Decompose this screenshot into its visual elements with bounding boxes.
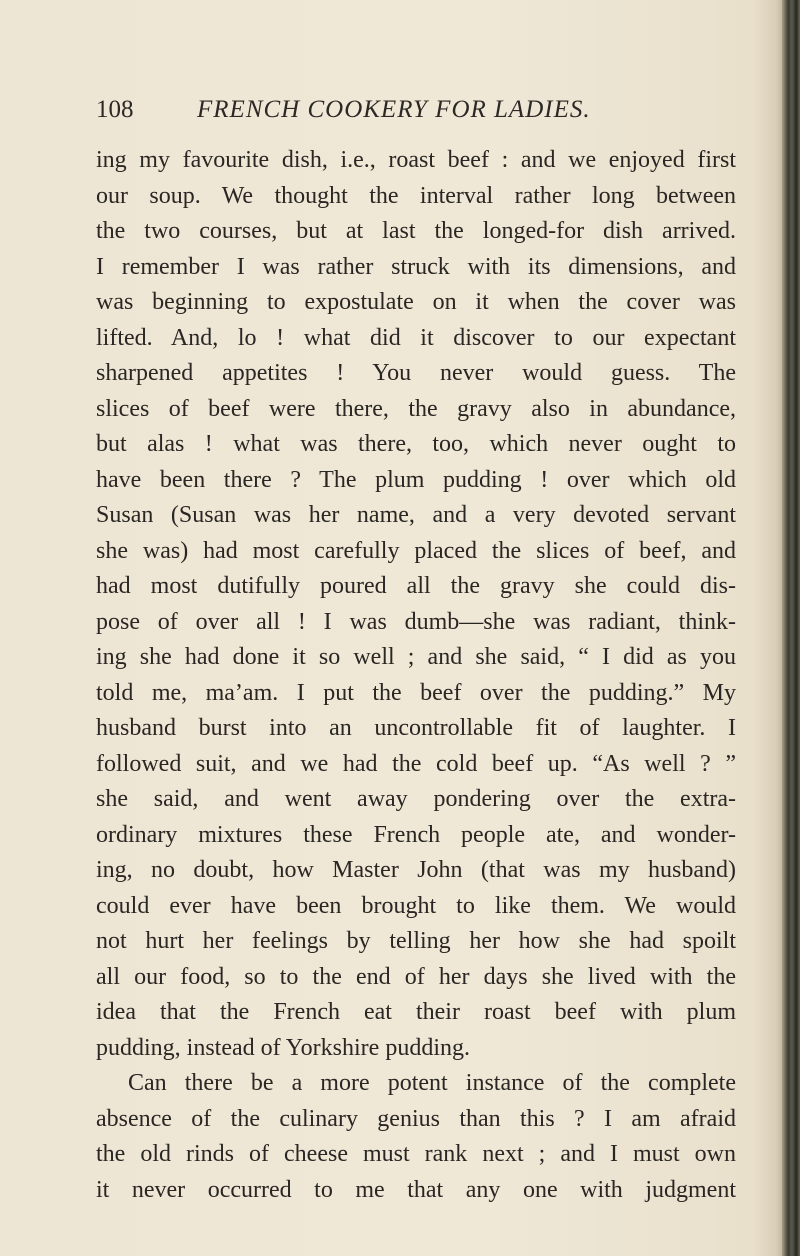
text-line: husband burst into an uncontrollable fit of laughter. I <box>96 715 736 741</box>
text-line: Susan (Susan was her name, and a very devoted servant <box>96 502 736 528</box>
text-line: sharpened appetites ! You never would guess. The <box>96 360 736 386</box>
text-line: idea that the French eat their roast beef with plum <box>96 999 736 1025</box>
book-spine-edge <box>782 0 800 1256</box>
text-line: followed suit, and we had the cold beef up. “As well ? ” <box>96 750 736 777</box>
text-line: was beginning to expostulate on it when the cover was <box>96 289 736 315</box>
text-line: I remember I was rather struck with its dimensions, and <box>96 253 736 280</box>
text-line: all our food, so to the end of her days she lived with the <box>96 963 736 990</box>
text-line: absence of the culinary genius than this ? I am afraid <box>96 1105 736 1132</box>
text-line: lifted. And, lo ! what did it discover to our expectant <box>96 324 736 351</box>
page-header <box>96 96 736 128</box>
page-number: 108 <box>96 96 134 123</box>
text-line: ing my favourite dish, i.e., roast beef : and we enjoyed first <box>96 147 736 173</box>
text-line: ordinary mixtures these French people ate, and wonder- <box>96 821 736 848</box>
text-line: ing, no doubt, how Master John (that was my husband) <box>96 857 736 883</box>
text-line: the old rinds of cheese must rank next ; and I must own <box>96 1141 736 1167</box>
text-line: she was) had most carefully placed the slices of beef, and <box>96 537 736 564</box>
text-line: but alas ! what was there, too, which never ought to <box>96 431 736 457</box>
text-line: our soup. We thought the interval rather long between <box>96 182 736 209</box>
text-line: not hurt her feelings by telling her how she had spoilt <box>96 928 736 954</box>
text-line: have been there ? The plum pudding ! over which old <box>96 466 736 493</box>
text-line: had most dutifully poured all the gravy she could dis- <box>96 573 736 599</box>
text-line: it never occurred to me that any one with judgment <box>96 1176 736 1203</box>
text-line: could ever have been brought to like them. We would <box>96 892 736 919</box>
text-line: ing she had done it so well ; and she said, “ I did as you <box>96 644 736 670</box>
text-line: pose of over all ! I was dumb—she was radiant, think- <box>96 608 736 635</box>
body-text <box>96 143 736 1208</box>
text-line: slices of beef were there, the gravy also in abundance, <box>96 395 736 422</box>
text-line: the two courses, but at last the longed-for dish arrived. <box>96 218 736 244</box>
running-title: FRENCH COOKERY FOR LADIES. <box>197 96 591 123</box>
text-line: told me, ma’am. I put the beef over the pudding.” My <box>96 679 736 706</box>
text-line: Can there be a more potent instance of the complete <box>128 1070 736 1096</box>
text-line: pudding, instead of Yorkshire pudding. <box>96 1034 470 1061</box>
text-line: she said, and went away pondering over the extra- <box>96 786 736 812</box>
